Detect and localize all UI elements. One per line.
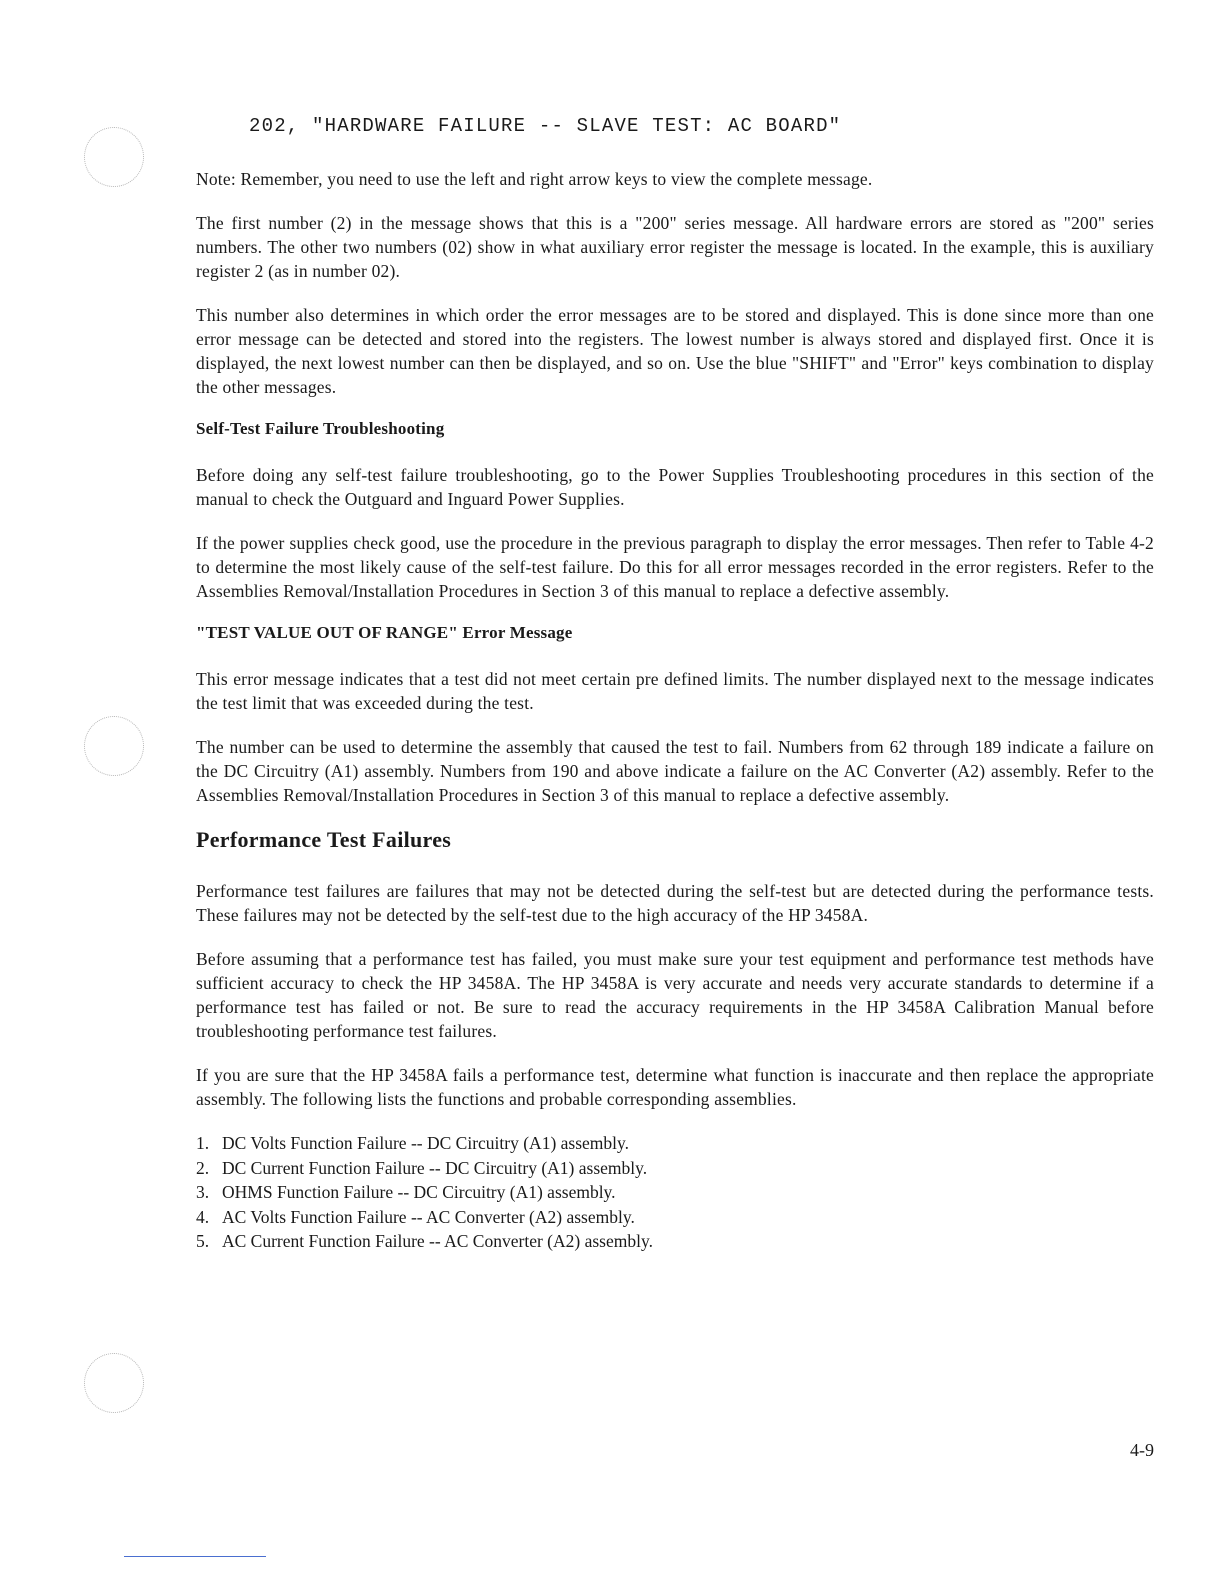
note-paragraph: Note: Remember, you need to use the left and right arrow keys to view the complete message. [196, 169, 873, 189]
self-test-paragraph-1: Before doing any self-test failure troubleshooting, go to the Power Supplies Troubleshooting procedures in this section of the manual to check the Outguard and Inguard Power Supplies. [196, 465, 1154, 509]
punch-hole [84, 127, 144, 187]
list-item: 3. OHMS Function Failure -- DC Circuitry (A1) assembly. [196, 1182, 616, 1202]
page-content [196, 115, 1154, 1254]
bottom-rule [124, 1556, 266, 1557]
performance-paragraph-1: Performance test failures are failures that may not be detected during the self-test but are detected during the performance tests. These failures may not be detected by the self-test due to the high accuracy of the HP 3458A. [196, 881, 1154, 925]
order-paragraph: This number also determines in which order the error messages are to be stored and displayed. This is done since more than one error message can be detected and stored into the registers. The lowest number is always stored and displayed first. Once it is displayed, the next lowest number can then be displayed, and so on. Use the blue "SHIFT" and "Error" keys combination to display the other messages. [196, 305, 1154, 397]
error-code-header: 202, "HARDWARE FAILURE -- SLAVE TEST: AC BOARD" [249, 115, 842, 137]
performance-paragraph-3: If you are sure that the HP 3458A fails a performance test, determine what function is inaccurate and then replace the appropriate assembly. The following lists the functions and probable corresponding assemblies. [196, 1065, 1154, 1109]
performance-paragraph-2: Before assuming that a performance test has failed, you must make sure your test equipment and performance test methods have sufficient accuracy to check the HP 3458A. The HP 3458A is very accurate and needs very accurate standards to determine if a performance test has failed or not. Be sure to read the accuracy requirements in the HP 3458A Calibration Manual before troubleshooting performance test failures. [196, 949, 1154, 1041]
first-number-paragraph: The first number (2) in the message shows that this is a "200" series message. All hardware errors are stored as "200" series numbers. The other two numbers (02) show in what auxiliary error register the message is located. In the example, this is auxiliary register 2 (as in number 02). [196, 213, 1154, 281]
list-item: 4. AC Volts Function Failure -- AC Converter (A2) assembly. [196, 1206, 635, 1227]
failure-list [196, 1131, 1154, 1254]
self-test-paragraph-2: If the power supplies check good, use the procedure in the previous paragraph to display the error messages. Then refer to Table 4-2 to determine the most likely cause of the self-test failure. Do this for all error messages recorded in the error registers. Refer to the Assemblies Removal/Installation Procedures in Section 3 of this manual to replace a defective assembly. [196, 533, 1154, 601]
test-value-heading: "TEST VALUE OUT OF RANGE" Error Message [196, 623, 573, 642]
punch-hole [84, 1353, 144, 1413]
list-item: 5. AC Current Function Failure -- AC Converter (A2) assembly. [196, 1231, 653, 1251]
list-item: 2. DC Current Function Failure -- DC Circuitry (A1) assembly. [196, 1157, 648, 1178]
performance-heading: Performance Test Failures [196, 827, 452, 852]
punch-hole [84, 716, 144, 776]
test-value-paragraph-1: This error message indicates that a test did not meet certain pre defined limits. The number displayed next to the message indicates the test limit that was exceeded during the test. [196, 669, 1154, 713]
list-item: 1. DC Volts Function Failure -- DC Circuitry (A1) assembly. [196, 1133, 630, 1153]
self-test-heading: Self-Test Failure Troubleshooting [196, 419, 445, 438]
test-value-paragraph-2: The number can be used to determine the assembly that caused the test to fail. Numbers from 62 through 189 indicate a failure on the DC Circuitry (A1) assembly. Numbers from 190 and above indicate a failure on the AC Converter (A2) assembly. Refer to the Assemblies Removal/Installation Procedures in Section 3 of this manual to replace a defective assembly. [196, 737, 1154, 805]
page-number: 4-9 [1130, 1440, 1154, 1460]
